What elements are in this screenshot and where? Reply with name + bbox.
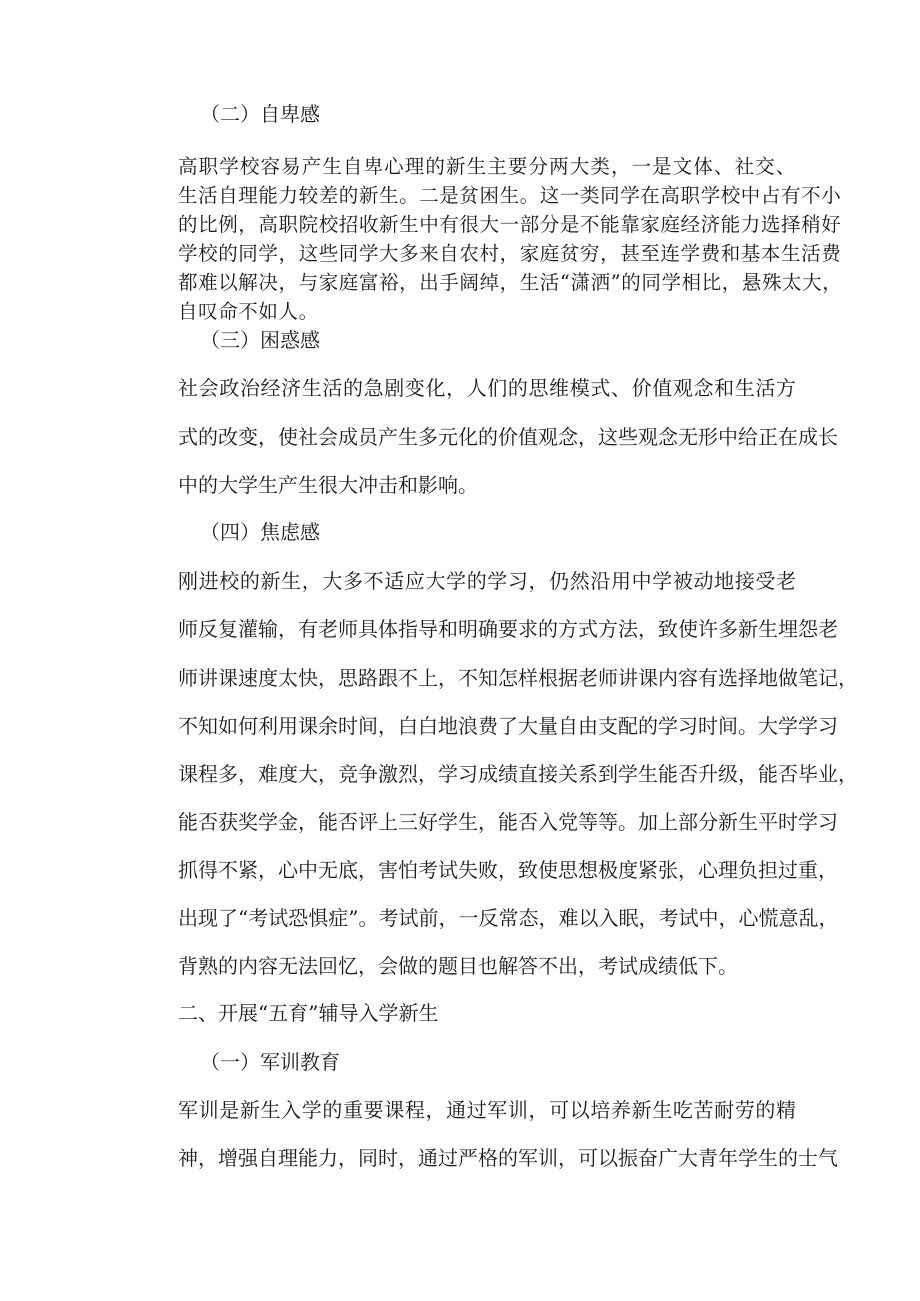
paragraph-line: 背熟的内容无法回忆，会做的题目也解答不出，考试成绩低下。 <box>178 954 738 978</box>
heading-military-training: （一）军训教育 <box>200 1050 340 1074</box>
heading-inferiority: （二）自卑感 <box>200 102 320 126</box>
paragraph-line: 军训是新生入学的重要课程，通过军训，可以培养新生吃苦耐劳的精 <box>178 1098 796 1122</box>
section-heading-five-education: 二、开展“五育”辅导入学新生 <box>178 1001 439 1025</box>
paragraph-line: 高职学校容易产生自卑心理的新生主要分两大类，一是文体、社交、 <box>178 155 796 178</box>
paragraph-line: 中的大学生产生很大冲击和影响。 <box>178 473 478 497</box>
paragraph-line: 自叹命不如人。 <box>178 300 319 323</box>
heading-confusion: （三）困惑感 <box>200 328 320 352</box>
paragraph-line: 生活自理能力较差的新生。二是贫困生。这一类同学在高职学校中占有不小 <box>178 184 842 207</box>
paragraph-line: 学校的同学，这些同学大多来自农村，家庭贫穷，甚至连学费和基本生活费 <box>178 242 842 265</box>
paragraph-line: 师反复灌输，有老师具体指导和明确要求的方式方法，致使许多新生埋怨老 <box>178 617 838 641</box>
paragraph-line: 都难以解决，与家庭富裕，出手阔绰，生活“潇洒”的同学相比，悬殊太大， <box>178 271 843 294</box>
paragraph-line: 式的改变，使社会成员产生多元化的价值观念，这些观念无形中给正在成长 <box>178 425 838 449</box>
paragraph-line: 的比例，高职院校招收新生中有很大一部分是不能靠家庭经济能力选择稍好 <box>178 213 842 236</box>
paragraph-line: 能否获奖学金，能否评上三好学生，能否入党等等。加上部分新生平时学习 <box>178 810 838 834</box>
paragraph-line: 课程多，难度大，竞争激烈，学习成绩直接关系到学生能否升级，能否毕业， <box>178 762 858 786</box>
paragraph-line: 神，增强自理能力，同时，通过严格的军训，可以振奋广大青年学生的士气 <box>178 1146 838 1170</box>
heading-anxiety: （四）焦虑感 <box>200 520 320 544</box>
paragraph-line: 师讲课速度太快，思路跟不上，不知怎样根据老师讲课内容有选择地做笔记， <box>178 666 858 690</box>
paragraph-line: 刚进校的新生，大多不适应大学的学习，仍然沿用中学被动地接受老 <box>178 569 796 593</box>
paragraph-line: 抓得不紧，心中无底，害怕考试失败，致使思想极度紧张，心理负担过重， <box>178 858 838 882</box>
paragraph-line: 不知如何利用课余时间，白白地浪费了大量自由支配的学习时间。大学学习 <box>178 714 838 738</box>
paragraph-line: 社会政治经济生活的急剧变化，人们的思维模式、价值观念和生活方 <box>178 376 796 400</box>
paragraph-line: 出现了“考试恐惧症”。考试前，一反常态，难以入眠，考试中，心慌意乱， <box>178 906 839 930</box>
